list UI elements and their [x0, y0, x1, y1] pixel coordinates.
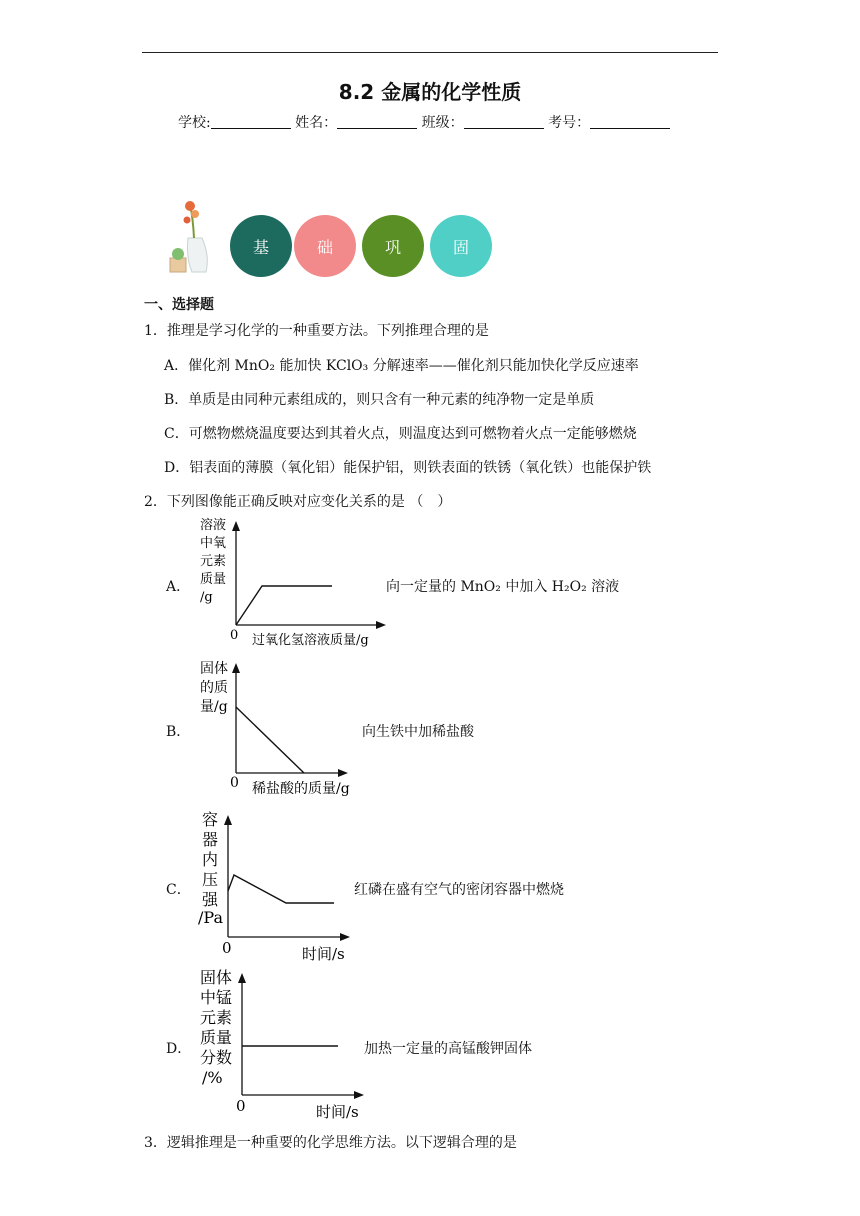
- name-blank[interactable]: [337, 114, 417, 129]
- graph-b-ylabel-1: 固体: [200, 661, 228, 677]
- q1-option-c[interactable]: C．可燃物燃烧温度要达到其着火点，则温度达到可燃物着火点一定能够燃烧: [164, 426, 637, 442]
- graph-a-ylabel-2: 中氧: [200, 536, 227, 551]
- graph-b: [196, 655, 371, 800]
- graph-d-ylabel-3: 元素: [200, 1008, 233, 1027]
- page-title: 8.2 金属的化学性质: [338, 80, 522, 104]
- graph-d: [196, 965, 376, 1125]
- school-blank[interactable]: [211, 114, 291, 129]
- graph-a-ylabel-3: 元素: [200, 554, 227, 569]
- graph-d-xlabel: 时间/s: [316, 1103, 359, 1121]
- q2-option-a-letter[interactable]: A．: [166, 579, 191, 595]
- class-blank[interactable]: [464, 114, 544, 129]
- q2-option-b-desc: 向生铁中加稀盐酸: [362, 724, 474, 740]
- q2-stem: 2．下列图像能正确反映对应变化关系的是 （ ）: [144, 494, 452, 510]
- graph-c-ylabel-6: /Pa: [198, 908, 223, 927]
- graph-a-origin: 0: [230, 628, 239, 643]
- q2-option-c-letter[interactable]: C．: [166, 882, 191, 898]
- q2-option-c-desc: 红磷在盛有空气的密闭容器中燃烧: [354, 882, 564, 898]
- q1-option-a[interactable]: A．催化剂 MnO₂ 能加快 KClO₃ 分解速率——催化剂只能加快化学反应速率: [164, 358, 639, 374]
- graph-d-ylabel-6: /%: [202, 1068, 223, 1087]
- graph-a-xlabel: 过氧化氢溶液质量/g: [252, 633, 369, 648]
- graph-a-y-arrow: [232, 521, 240, 531]
- graph-b-origin: 0: [230, 775, 239, 791]
- graph-a-ylabel-1: 溶液: [200, 518, 227, 533]
- graph-c-ylabel-3: 内: [202, 850, 219, 869]
- school-label: 学校:: [178, 115, 211, 131]
- graph-d-origin: 0: [236, 1097, 246, 1115]
- graph-b-xlabel: 稀盐酸的质量/g: [252, 781, 350, 797]
- graph-c: [196, 805, 366, 965]
- q3-stem: 3．逻辑推理是一种重要的化学思维方法。以下逻辑合理的是: [144, 1135, 517, 1151]
- q1-option-d[interactable]: D．铝表面的薄膜（氧化铝）能保护铝，则铁表面的铁锈（氧化铁）也能保护铁: [164, 460, 652, 476]
- graph-c-xlabel: 时间/s: [302, 945, 345, 963]
- q2-option-b-letter[interactable]: B．: [166, 724, 191, 740]
- graph-d-ylabel-1: 固体: [200, 968, 233, 987]
- graph-a-x-arrow: [376, 621, 386, 629]
- exam-no-blank[interactable]: [590, 114, 670, 129]
- graph-c-ylabel-1: 容: [202, 810, 219, 829]
- class-label: 班级：: [421, 115, 464, 131]
- graph-d-y-arrow: [238, 973, 246, 983]
- graph-d-ylabel-2: 中锰: [200, 988, 233, 1007]
- graph-d-ylabel-4: 质量: [200, 1028, 233, 1047]
- graph-c-origin: 0: [222, 939, 232, 957]
- q2-option-d-desc: 加热一定量的高锰酸钾固体: [364, 1041, 532, 1057]
- graph-a-ylabel-5: /g: [200, 590, 213, 605]
- banner-circle-2: 础: [294, 215, 356, 277]
- section-heading: 一、选择题: [144, 297, 214, 313]
- banner-circle-3: 巩: [362, 215, 424, 277]
- graph-c-y-arrow: [224, 815, 232, 825]
- graph-c-ylabel-2: 器: [202, 830, 219, 849]
- graph-a: [196, 515, 396, 650]
- graph-b-ylabel-3: 量/g: [200, 699, 228, 715]
- graph-b-y-arrow: [232, 663, 240, 673]
- banner-circle-1: 基: [230, 215, 292, 277]
- graph-d-x-arrow: [354, 1091, 364, 1099]
- q1-option-b[interactable]: B．单质是由同种元素组成的，则只含有一种元素的纯净物一定是单质: [164, 392, 595, 408]
- graph-c-curve: [228, 875, 334, 903]
- graph-a-curve: [236, 586, 332, 625]
- graph-b-x-arrow: [338, 769, 348, 777]
- name-label: 姓名：: [295, 115, 338, 131]
- exam-no-label: 考号：: [548, 115, 591, 131]
- graph-b-curve: [236, 707, 304, 773]
- graph-c-ylabel-5: 强: [202, 890, 219, 909]
- graph-c-ylabel-4: 压: [202, 870, 219, 889]
- vase-illustration: [166, 198, 216, 278]
- q2-option-d-letter[interactable]: D．: [166, 1041, 192, 1057]
- q2-option-a-desc: 向一定量的 MnO₂ 中加入 H₂O₂ 溶液: [386, 579, 620, 595]
- student-info-line: [178, 112, 670, 132]
- graph-d-ylabel-5: 分数: [200, 1048, 233, 1067]
- banner-circle-4: 固: [430, 215, 492, 277]
- q1-stem: 1．推理是学习化学的一种重要方法。下列推理合理的是: [144, 323, 489, 339]
- header-rule: [142, 52, 718, 53]
- graph-c-x-arrow: [340, 933, 350, 941]
- graph-b-ylabel-2: 的质: [200, 680, 228, 696]
- graph-a-ylabel-4: 质量: [200, 572, 227, 587]
